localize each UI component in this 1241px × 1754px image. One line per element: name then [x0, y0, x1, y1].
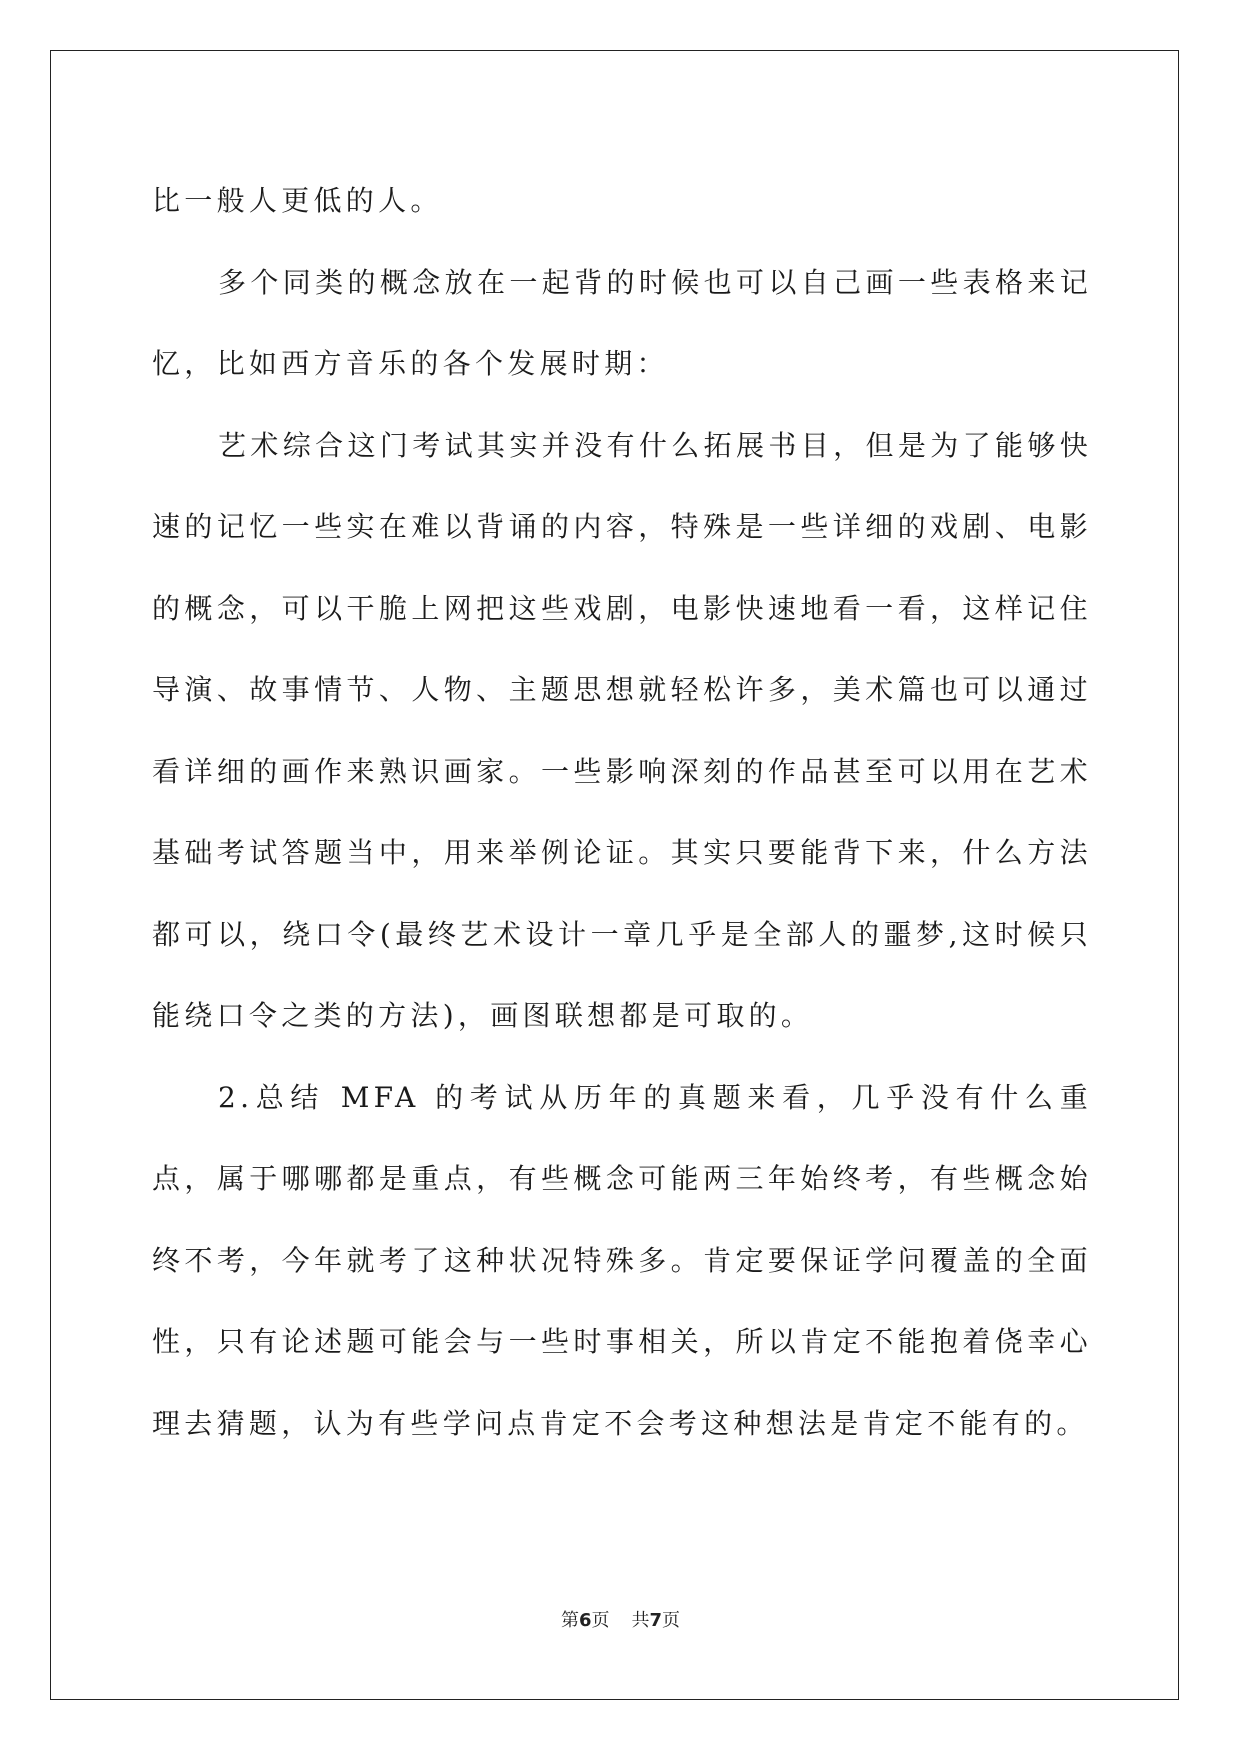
total-prefix: 共: [631, 1610, 650, 1631]
page-total: 7: [649, 1610, 663, 1631]
paragraph-continuation: 比一般人更低的人。: [152, 184, 443, 217]
paragraph-summary: 2.总结 MFA 的考试从历年的真题来看，几乎没有什么重点，属于哪哪都是重点，有些概念可能两三年始终考，有些概念始终不考，今年就考了这种状况特殊多。肯定要保证学问覆盖的全面性，只有论述题可能会与一些时事相关，所以肯定不能抱着侥幸心理去猜题，认为有些学问点肯定不会考这种想法是肯定不能有的。: [152, 1080, 1092, 1440]
page-footer: [0, 1609, 1241, 1633]
document-body: [152, 160, 1092, 1464]
paragraph-art-reading: 艺术综合这门考试其实并没有什么拓展书目，但是为了能够快速的记忆一些实在难以背诵的内容，特殊是一些详细的戏剧、电影的概念，可以干脆上网把这些戏剧，电影快速地看一看，这样记住导演、故事情节、人物、主题思想就轻松许多，美术篇也可以通过看详细的画作来熟识画家。一些影响深刻的作品甚至可以用在艺术基础考试答题当中，用来举例论证。其实只要能背下来，什么方法都可以，绕口令(最终艺术设计一章几乎是全部人的噩梦,这时候只能绕口令之类的方法)，画图联想都是可取的。: [152, 428, 1092, 1032]
total-suffix: 页: [662, 1610, 681, 1631]
page-prefix: 第: [560, 1610, 579, 1631]
page-current: 6: [578, 1610, 592, 1631]
page-suffix: 页: [591, 1610, 610, 1631]
paragraph-tables: 多个同类的概念放在一起背的时候也可以自己画一些表格来记忆，比如西方音乐的各个发展时期：: [152, 265, 1092, 380]
